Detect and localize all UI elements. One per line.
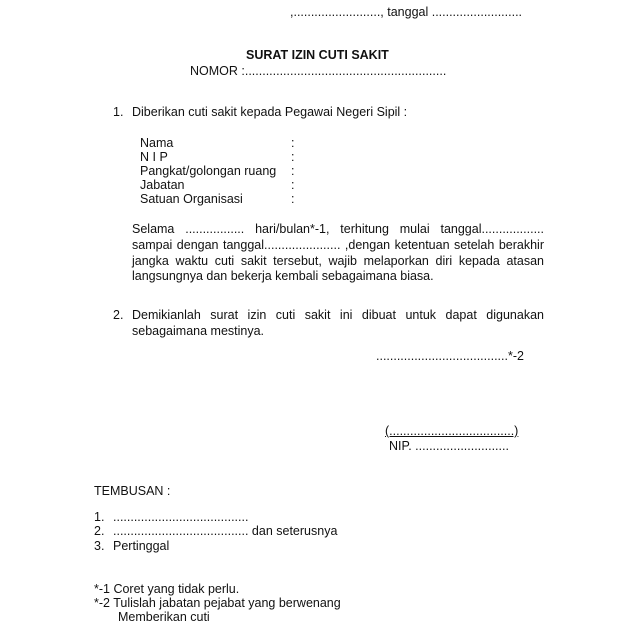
tembusan-item-number: 1. xyxy=(94,510,105,524)
paragraph-line: Selama ................. hari/bulan*-1, terhitung mulai tanggal.................. xyxy=(132,222,544,236)
document-number-line: NOMOR :.......................................................... xyxy=(190,64,447,78)
signatory-nip-line: NIP. ........................... xyxy=(389,439,509,453)
footnote-2-continuation: Memberikan cuti xyxy=(118,610,210,624)
field-colon: : xyxy=(291,150,295,164)
field-colon: : xyxy=(291,136,295,150)
place-date-line: ,........................., tanggal .......................... xyxy=(290,5,523,19)
field-label: N I P xyxy=(140,150,168,164)
field-colon: : xyxy=(291,178,295,192)
field-row-nama xyxy=(140,136,310,151)
field-row-satuan-organisasi xyxy=(140,192,310,207)
signatory-name-line: (....................................) xyxy=(385,424,519,438)
paragraph-line: sampai dengan tanggal...................... ,dengan ketentuan setelah berakhir xyxy=(132,238,544,252)
field-colon: : xyxy=(291,192,295,206)
field-label: Nama xyxy=(140,136,174,150)
closing-line: sebagaimana mestinya. xyxy=(132,324,265,338)
tembusan-heading: TEMBUSAN : xyxy=(94,484,171,498)
field-row-jabatan xyxy=(140,178,310,193)
footnote-1: *-1 Coret yang tidak perlu. xyxy=(94,582,240,596)
field-label: Satuan Organisasi xyxy=(140,192,243,206)
tembusan-item-text: ....................................... dan seterusnya xyxy=(113,524,338,538)
field-label: Pangkat/golongan ruang xyxy=(140,164,277,178)
paragraph-line: langsungnya dan bekerja kembali sebagaimana biasa. xyxy=(132,269,434,283)
tembusan-item-text: Pertinggal xyxy=(113,539,170,553)
closing-line: Demikianlah surat izin cuti sakit ini dibuat untuk dapat digunakan xyxy=(132,308,544,322)
section2-marker: 2. xyxy=(113,308,124,322)
signatory-position-line: ......................................*-2 xyxy=(376,349,524,363)
document-title: SURAT IZIN CUTI SAKIT xyxy=(246,48,389,62)
tembusan-item-number: 3. xyxy=(94,539,105,553)
footnote-2: *-2 Tulislah jabatan pejabat yang berwenang xyxy=(94,596,341,610)
tembusan-item-text: ....................................... xyxy=(113,510,249,524)
tembusan-item-number: 2. xyxy=(94,524,105,538)
field-row-nip xyxy=(140,150,310,165)
section1-marker: 1. xyxy=(113,105,124,119)
section1-intro: Diberikan cuti sakit kepada Pegawai Negeri Sipil : xyxy=(132,105,408,119)
paragraph-line: jangka waktu cuti sakit tersebut, wajib melaporkan diri kepada atasan xyxy=(132,254,544,268)
field-colon: : xyxy=(291,164,295,178)
field-row-pangkat xyxy=(140,164,310,179)
field-label: Jabatan xyxy=(140,178,185,192)
